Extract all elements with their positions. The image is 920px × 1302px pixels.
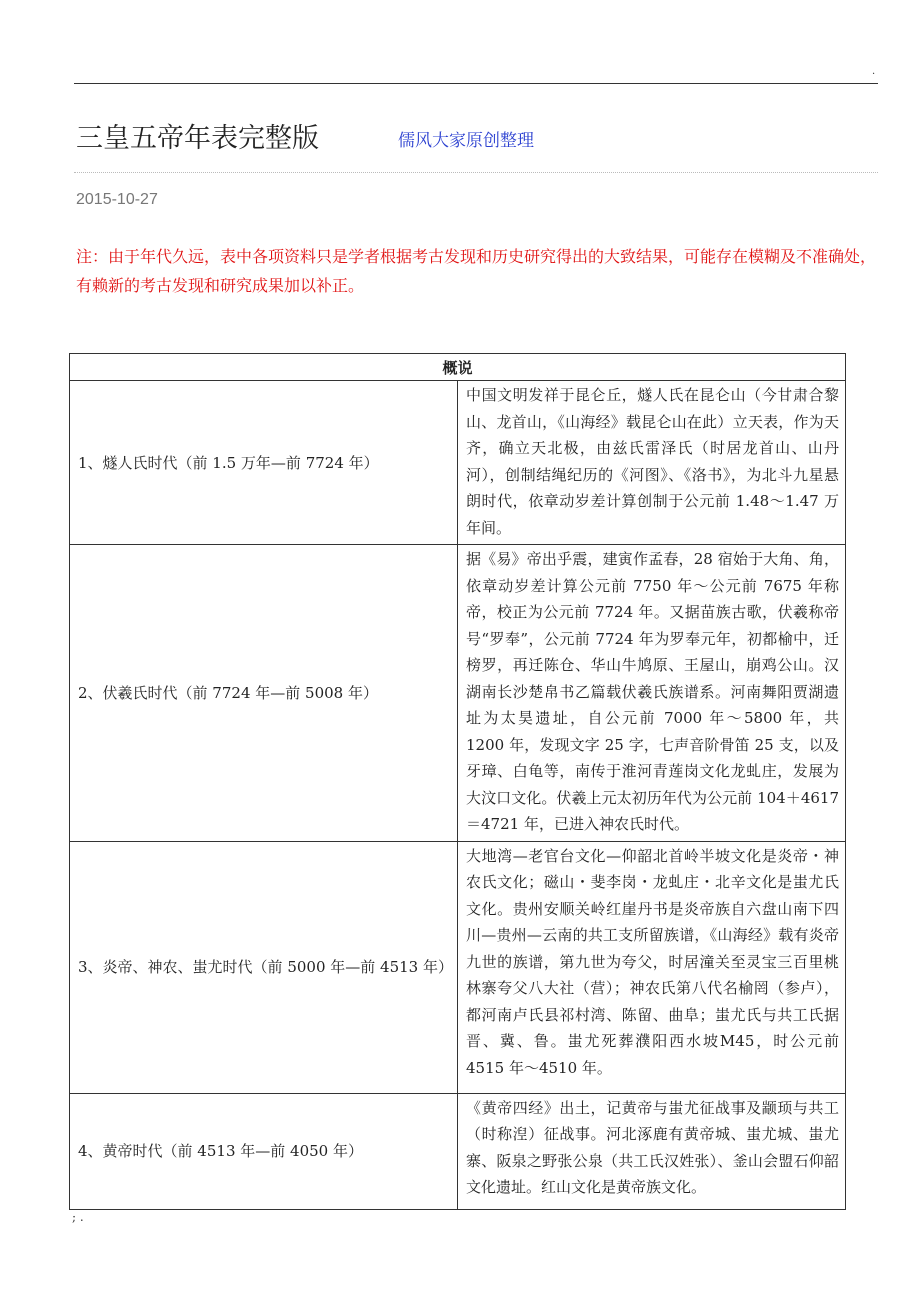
table-row [70, 1093, 846, 1209]
author-link[interactable]: 儒风大家原创整理 [398, 131, 534, 151]
era-name-cell: 1、燧人氏时代（前 1.5 万年—前 7724 年） [70, 381, 458, 545]
disclaimer-note: 注：由于年代久远，表中各项资料只是学者根据考古发现和历史研究得出的大致结果，可能存在模糊及不准确处，有赖新的考古发现和研究成果加以补正。 [76, 247, 877, 295]
table-row [70, 841, 846, 1093]
table-header: 概说 [70, 354, 846, 381]
era-name-cell: 4、黄帝时代（前 4513 年—前 4050 年） [70, 1093, 458, 1209]
header-corner-mark: . [872, 66, 876, 77]
table-row [70, 545, 846, 842]
era-description-cell: 大地湾—老官台文化—仰韶北首岭半坡文化是炎帝・神农氏文化；磁山・斐李岗・龙虬庄・北辛文化是蚩尤氏文化。贵州安顺关岭红崖丹书是炎帝族自六盘山南下四川—贵州—云南的共工支所留族谱，《山海经》载有炎帝九世的族谱，第九世为夸父，时居潼关至灵宝三百里桃林寨夸父八大社（营）；神农氏第八代名榆罔（参卢），都河南卢氏县祁村湾、陈留、曲阜；蚩尤氏与共工氏据晋、冀、鲁。蚩尤死葬濮阳西水坡M45，时公元前 4515 年～4510 年。 [458, 841, 846, 1093]
era-name-cell: 2、伏羲氏时代（前 7724 年—前 5008 年） [70, 545, 458, 842]
era-name-cell: 3、炎帝、神农、蚩尤时代（前 5000 年—前 4513 年） [70, 841, 458, 1093]
era-description-cell: 中国文明发祥于昆仑丘，燧人氏在昆仑山（今甘肃合黎山、龙首山，《山海经》载昆仑山在此）立天表，作为天齐，确立天北极，由兹氏雷泽氏（时居龙首山、山丹河），创制结绳纪历的《河图》、《洛书》，为北斗九星悬朗时代，依章动岁差计算创制于公元前 1.48～1.47 万年间。 [458, 381, 846, 545]
era-description-cell: 《黄帝四经》出土，记黄帝与蚩尤征战事及颛顼与共工（时称湼）征战事。河北涿鹿有黄帝城、蚩尤城、蚩尤寨、阪泉之野张公泉（共工氏汉姓张）、釜山会盟石仰韶文化遗址。红山文化是黄帝族文化。 [458, 1093, 846, 1209]
table-header-row [70, 354, 846, 381]
title-divider [74, 172, 878, 173]
article-title: 三皇五帝年表完整版 [76, 123, 319, 154]
header-divider [74, 83, 878, 84]
era-table [69, 353, 846, 1210]
table-row [70, 381, 846, 545]
publish-date: 2015-10-27 [76, 191, 158, 208]
footer-mark: ; . [72, 1210, 84, 1224]
era-description-cell: 据《易》帝出乎震，建寅作孟春，28 宿始于大角、角，依章动岁差计算公元前 7750 年～公元前 7675 年称帝，校正为公元前 7724 年。又据苗族古歌，伏羲称帝号“罗奉”，公元前 7724 年为罗奉元年，初都榆中，迁榜罗，再迁陈仓、华山牛鸠原、王屋山，崩鸡公山。汉湖南长沙楚帛书乙篇载伏羲氏族谱系。河南舞阳贾湖遗址为太昊遗址，自公元前 7000 年～5800 年，共 1200 年，发现文字 25 字，七声音阶骨笛 25 支，以及牙璋、白龟等，南传于淮河青莲岗文化龙虬庄，发展为大汶口文化。伏羲上元太初历年代为公元前 104＋4617＝4721 年，已进入神农氏时代。 [458, 545, 846, 842]
